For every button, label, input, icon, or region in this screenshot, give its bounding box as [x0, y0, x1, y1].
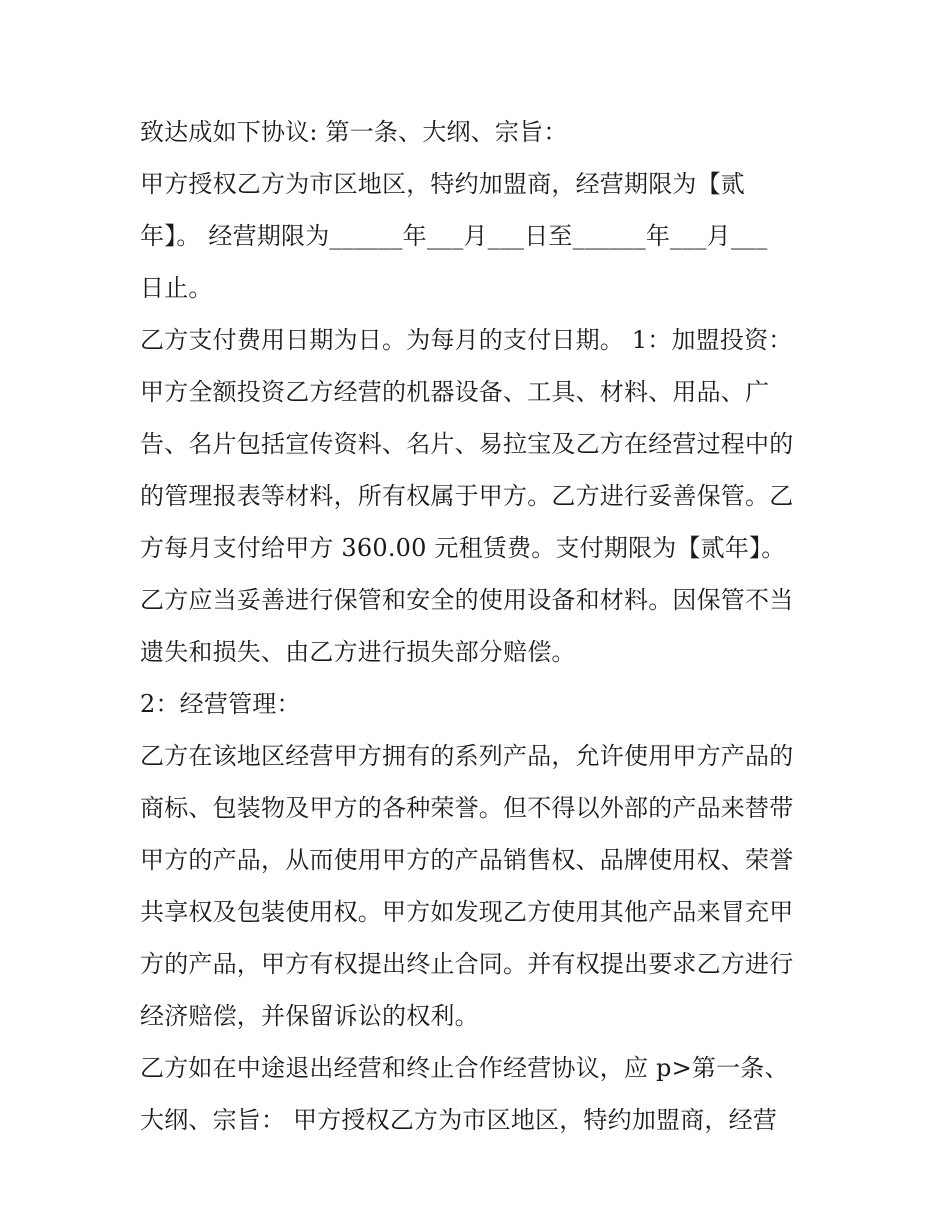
text-line: 遗失和损失、由乙方进行损失部分赔偿。: [140, 638, 576, 666]
text-line: 商标、包装物及甲方的各种荣誉。但不得以外部的产品来替带: [140, 794, 794, 822]
text-line: 致达成如下协议: 第一条、大纲、宗旨：: [140, 118, 568, 146]
text-line: 乙方如在中途退出经营和终止合作经营协议，应 p>第一条、: [140, 1054, 789, 1082]
document-body: [140, 106, 820, 1146]
text-line: 方的产品，甲方有权提出终止合同。并有权提出要求乙方进行: [140, 950, 794, 978]
text-line: 甲方全额投资乙方经营的机器设备、工具、材料、用品、广: [140, 378, 770, 406]
text-line: 共享权及包装使用权。甲方如发现乙方使用其他产品来冒充甲: [140, 898, 794, 926]
text-line: 告、名片包括宣传资料、名片、易拉宝及乙方在经营过程中的: [140, 430, 794, 458]
section-heading: 2：经营管理：: [140, 690, 301, 718]
text-line: 的管理报表等材料，所有权属于甲方。乙方进行妥善保管。乙: [140, 482, 794, 510]
text-line: 日止。: [140, 274, 213, 302]
text-line: 大纲、宗旨： 甲方授权乙方为市区地区，特约加盟商，经营: [140, 1106, 778, 1134]
text-line: 甲方授权乙方为市区地区，特约加盟商，经营期限为【贰: [140, 170, 745, 198]
text-line: 甲方的产品，从而使用甲方的产品销售权、品牌使用权、荣誉: [140, 846, 794, 874]
text-line: 乙方应当妥善进行保管和安全的使用设备和材料。因保管不当: [140, 586, 794, 614]
text-line: 经济赔偿，并保留诉讼的权利。: [140, 1002, 479, 1030]
text-line: 乙方支付费用日期为日。为每月的支付日期。 1：加盟投资：: [140, 326, 793, 354]
text-line: 方每月支付给甲方 360.00 元租赁费。支付期限为【贰年】。: [140, 534, 786, 562]
text-line: 年】。 经营期限为______年___月___日至______年___月___: [140, 222, 768, 250]
text-line: 乙方在该地区经营甲方拥有的系列产品，允许使用甲方产品的: [140, 742, 794, 770]
